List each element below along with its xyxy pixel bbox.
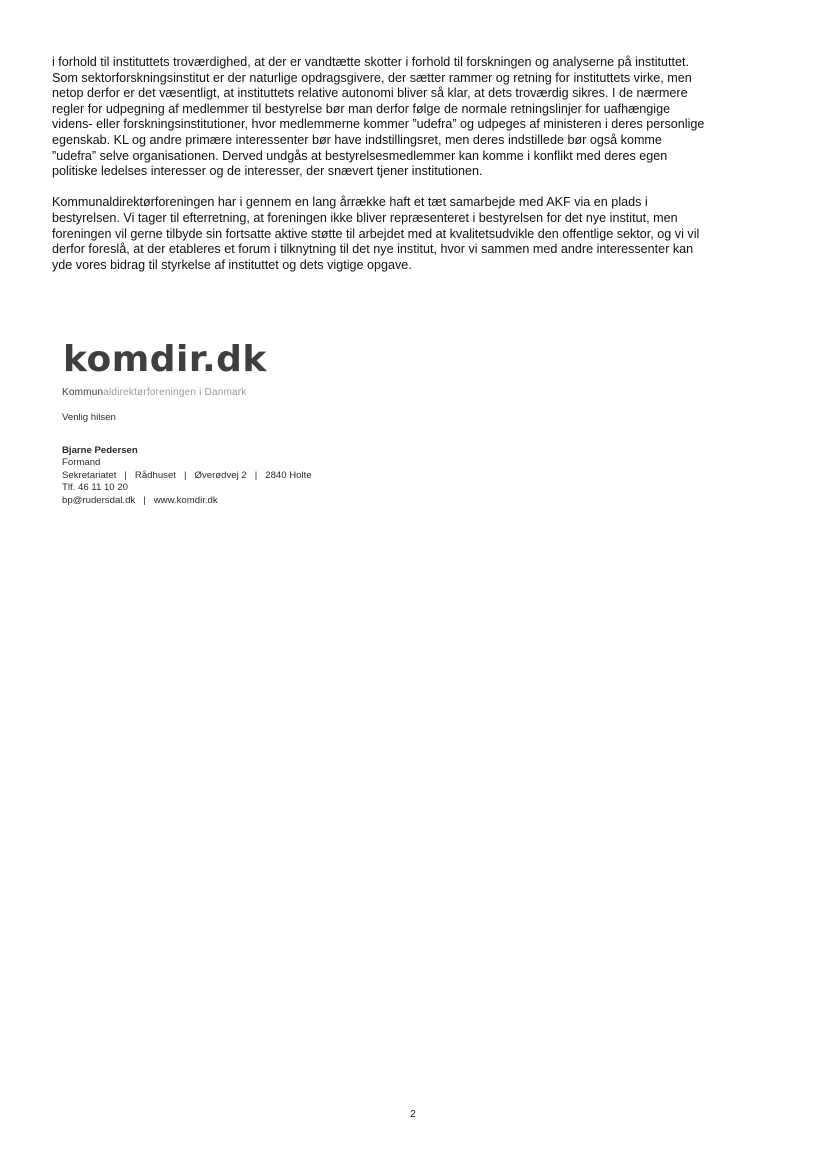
logo-tagline-strong: Kommun	[62, 387, 104, 398]
paragraph-association-collaboration	[52, 195, 780, 273]
text-line: egenskab. KL og andre primære interessenter bør have indstillingsret, men deres indstillede bør også komme	[52, 132, 662, 147]
page-number: 2	[410, 1109, 416, 1120]
komdir-logo: komdir.dk	[63, 339, 267, 380]
text-line: regler for udpegning af medlemmer til bestyrelse bør man derfor følge de normale retningslinjer for uafhængige	[52, 101, 671, 116]
text-line: i forhold til instituttets troværdighed, at der er vandtætte skotter i forhold til forskningen og analyserne på instituttet.	[52, 55, 690, 69]
text-line: derfor foreslå, at der etableres et forum i tilknytning til det nye institut, hvor vi sammen med andre interessenter kan	[52, 242, 694, 257]
text-line: foreningen vil gerne tilbyde sin fortsatte aktive støtte til arbejdet med at kvalitetsudvikle den offentlige sektor, og vi vil	[52, 226, 700, 241]
separator: |	[143, 494, 146, 506]
text-line: yde vores bidrag til styrkelse af instituttet og dets vigtige opgave.	[52, 257, 412, 272]
signer-title: Formand	[62, 457, 101, 468]
text-line: bestyrelsen. Vi tager til efterretning, at foreningen ikke bliver repræsenteret i bestyrelsen for det nye institut, men	[52, 210, 678, 225]
text-line: Som sektorforskningsinstitut er der naturlige opdragsgivere, der sætter rammer og retning for instituttets virke, men	[52, 70, 692, 85]
paragraph-institute-independence	[52, 55, 780, 180]
signer-website[interactable]: www.komdir.dk	[153, 494, 218, 506]
letter-body	[52, 55, 780, 289]
text-line: netop derfor er det væsentligt, at instituttets relative autonomi bliver så klar, at dets troværdig sikres. I de nærmere	[52, 86, 688, 101]
separator: |	[183, 469, 187, 481]
signer-email[interactable]: bp@rudersdal.dk	[62, 494, 136, 506]
address-label: Sekretariatet	[62, 469, 117, 481]
signer-address	[62, 470, 482, 483]
logo-tagline-rest: aldirektørforeningen i Danmark	[103, 387, 247, 398]
signer-phone: Tlf. 46 11 10 20	[62, 482, 128, 493]
separator: |	[124, 469, 127, 481]
signer-name: Bjarne Pedersen	[62, 444, 138, 456]
signer-contact	[62, 495, 482, 508]
address-building: Rådhuset	[134, 469, 176, 481]
text-line: politiske ledelses interesser og de interesser, der snævert tjener institutionen.	[52, 164, 483, 179]
closing-greeting: Venlig hilsen	[62, 412, 116, 423]
address-street: Øverødvej 2	[194, 469, 247, 481]
text-line: Kommunaldirektørforeningen har i gennem en lang årrække haft et tæt samarbejde med AKF via en plads i	[52, 195, 648, 210]
address-postal: 2840 Holte	[265, 469, 312, 481]
logo-tagline	[62, 387, 482, 399]
signature-block	[62, 340, 482, 507]
separator: |	[254, 469, 258, 481]
text-line: ”udefra” selve organisationen. Derved undgås at bestyrelsesmedlemmer kan komme i konflikt med deres egen	[52, 148, 668, 163]
text-line: videns- eller forskningsinstitutioner, hvor medlemmerne kommer ”udefra” og udpeges af ministeren i deres personlige	[52, 117, 705, 132]
